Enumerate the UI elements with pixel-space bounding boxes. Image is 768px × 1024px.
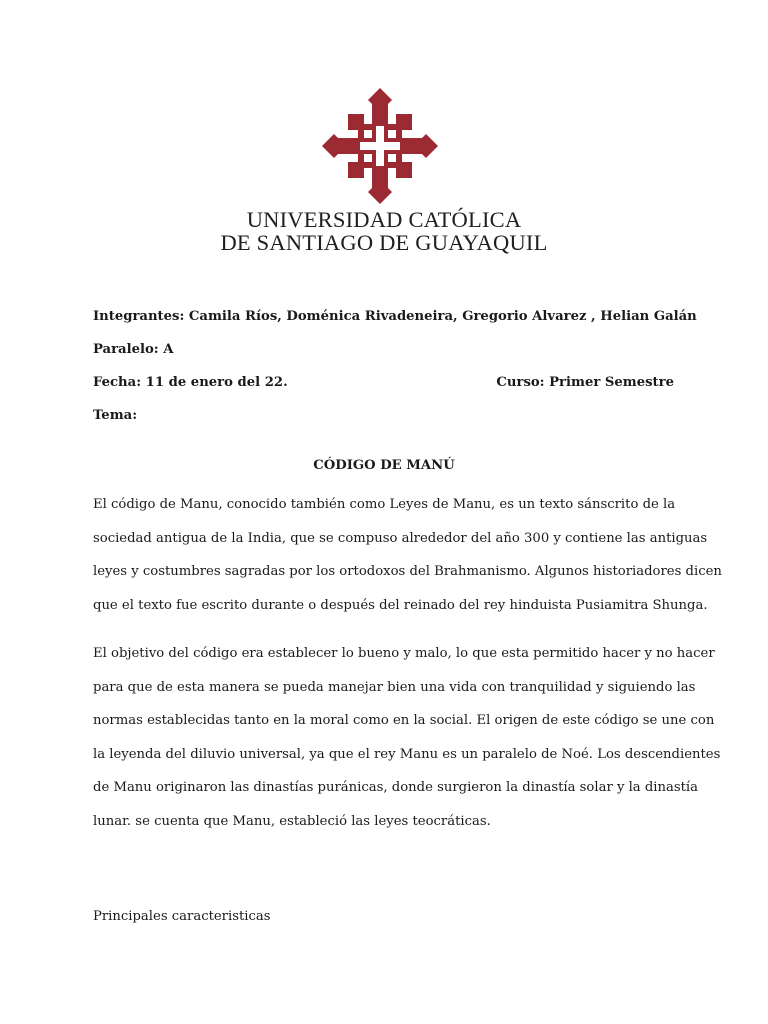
- paragraph-line: lunar. se cuenta que Manu, estableció las leyes teocráticas.: [93, 813, 491, 829]
- paragraph-line: El código de Manu, conocido también como Leyes de Manu, es un texto sánscrito de la: [93, 497, 676, 512]
- university-name-line1: UNIVERSIDAD CATÓLICA: [246, 207, 522, 232]
- fecha-text: Fecha: 11 de enero del 22.: [93, 375, 288, 390]
- integrantes-line: Integrantes: Camila Ríos, Doménica Rivadeneira, Gregorio Alvarez , Helian Galán: [93, 309, 697, 324]
- paragraph-2: [93, 637, 721, 839]
- university-cross-logo: [320, 86, 440, 206]
- curso-text: Curso: Primer Semestre: [496, 375, 674, 390]
- paragraph-line: sociedad antigua de la India, que se compuso alrededor del año 300 y contiene las antiguas: [93, 530, 708, 546]
- fecha-curso-row: [93, 375, 674, 390]
- paragraph-line: de Manu originaron las dinastías puránicas, donde surgieron la dinastía solar y la dinastía: [93, 780, 699, 796]
- tema-line: Tema:: [93, 408, 138, 423]
- document-title: CÓDIGO DE MANÚ: [313, 458, 455, 473]
- section-heading: Principales caracteristicas: [93, 909, 271, 924]
- university-name-line2: DE SANTIAGO DE GUAYAQUIL: [220, 230, 548, 255]
- paragraph-line: normas establecidas tanto en la moral como en la social. El origen de este código se une con: [93, 713, 715, 729]
- paragraph-line: para que de esta manera se pueda manejar bien una vida con tranquilidad y siguiendo las: [93, 679, 696, 695]
- paragraph-line: la leyenda del diluvio universal, ya que el rey Manu es un paralelo de Noé. Los descendientes: [93, 746, 721, 762]
- paralelo-line: Paralelo: A: [93, 342, 174, 357]
- paragraph-line: que el texto fue escrito durante o después del reinado del rey hinduista Pusiamitra Shunga.: [93, 597, 708, 613]
- paragraph-line: leyes y costumbres sagradas por los ortodoxos del Brahmanismo. Algunos historiadores dicen: [93, 564, 722, 580]
- paragraph-line: El objetivo del código era establecer lo bueno y malo, lo que esta permitido hacer y no hacer: [93, 646, 715, 661]
- paragraph-1: [93, 488, 722, 622]
